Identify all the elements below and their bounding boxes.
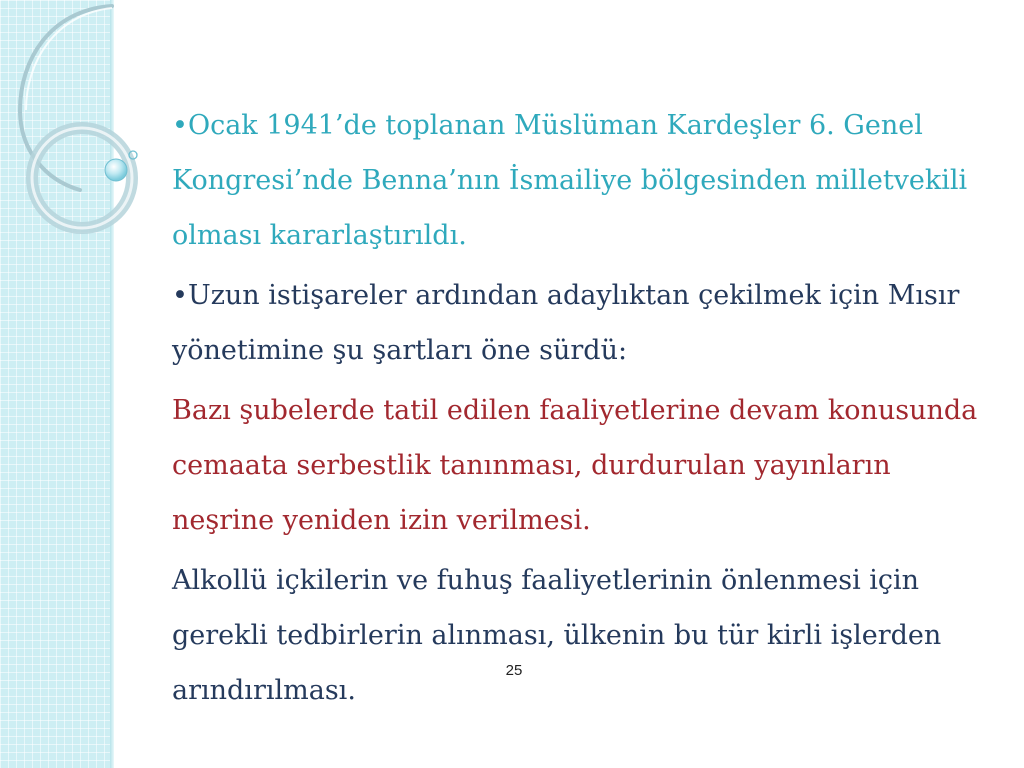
paragraph-conditions-intro bbox=[172, 268, 992, 378]
paragraph-congress-decision bbox=[172, 98, 992, 263]
paragraph-condition-alcohol bbox=[172, 553, 992, 718]
paragraph-text: Uzun istişareler ardından adaylıktan çekilmek için Mısır yönetimine şu şartları öne sürdü: bbox=[172, 280, 960, 366]
bullet: • bbox=[172, 110, 188, 141]
glass-orb bbox=[105, 159, 127, 181]
page-number: 25 bbox=[505, 662, 523, 679]
paragraph-text: Ocak 1941’de toplanan Müslüman Kardeşler 6. Genel Kongresi’nde Benna’nın İsmailiye bölgesinden milletvekili olması kararlaştırıldı. bbox=[172, 110, 968, 251]
paragraph-condition-freedom bbox=[172, 383, 992, 548]
paragraph-text: Alkollü içkilerin ve fuhuş faaliyetlerinin önlenmesi için gerekli tedbirlerin alınması, ülkenin bu tür kirli işlerden arındırılması. bbox=[172, 565, 942, 706]
bullet: • bbox=[172, 280, 188, 311]
large-ring-arc-inner bbox=[26, 8, 112, 110]
slide-body bbox=[172, 98, 992, 718]
paragraph-text: Bazı şubelerde tatil edilen faaliyetlerine devam konusunda cemaata serbestlik tanınması, durdurulan yayınların neşrine yeniden izin verilmesi. bbox=[172, 395, 978, 536]
